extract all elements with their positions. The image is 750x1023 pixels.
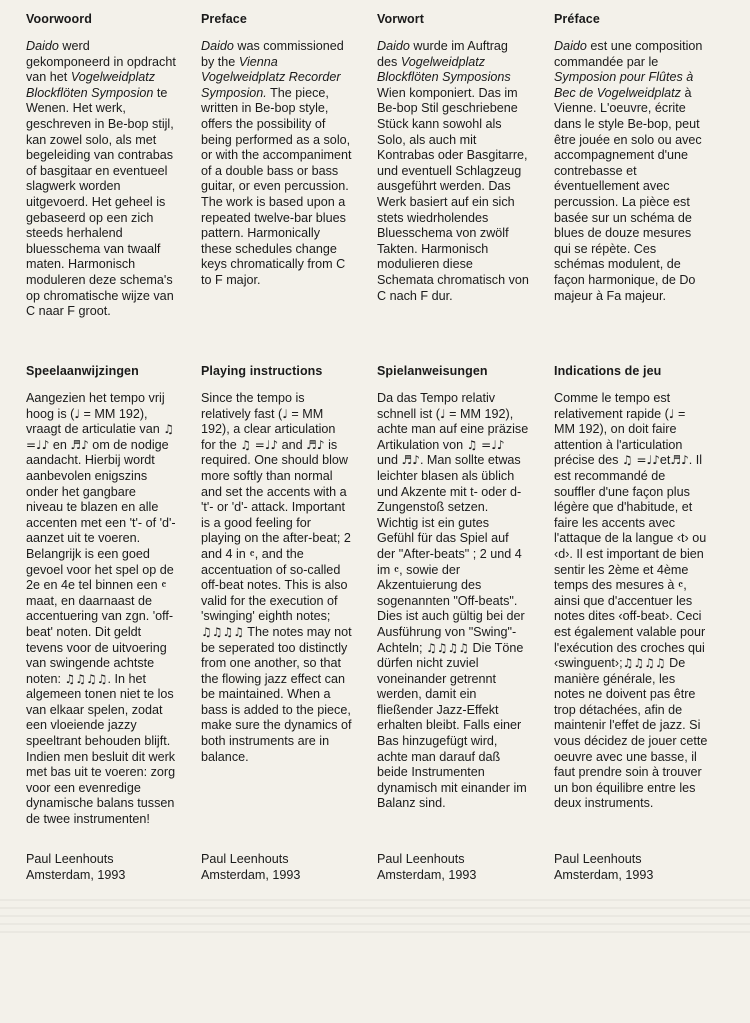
signature-place: Amsterdam, 1993: [554, 867, 654, 882]
signature-fr: [554, 852, 653, 883]
signature-place: Amsterdam, 1993: [26, 867, 126, 882]
quarter-note-icon: ♩: [282, 406, 288, 421]
instructions-de-text: Da das Tempo relativ schnell ist (♩ = MM 192), achte man auf eine präzise Artikulation von ♫ =♩♪ und ♬♪. Man sollte etwas leichter blasen als üblich und Akzente mit t- oder d- Zungenstoß setzen. Wichtig ist ein gutes Gefühl für das Spiel auf der "After-beats" ; 2 und 4 im 𝄴, sowie der Akzentuierung des sogenannten "Off-beats". Dies ist auch gültig bei der Ausführung von "Swing"-Achteln; ♫♫♫♫ Die Töne dürfen nicht zuviel voneinander getrennt werden, damit ein fließender Jazz-Effekt erhalten bleibt. Falls einer Bas hinzugefügt wird, achte man darauf daß beide Instrumenten dynamisch mit einander im Balanz sind.: [377, 391, 529, 811]
common-time-icon: 𝄴: [161, 578, 167, 593]
swing-eighths-icon: ♫♫♫♫: [426, 640, 470, 655]
preface-nl-heading: Voorwoord: [26, 12, 92, 26]
common-time-icon: 𝄴: [249, 546, 255, 561]
preface-fr-text: Daido est une composition commandée par le Symposion pour Flûtes à Bec de Vogelweidplatz à Vienne. L'oeuvre, écrite dans le style Be-bop, peut être jouée en solo ou avec accompagnement d'une contrebasse et éventuellement avec percussion. La pièce est basée sur un schéma de blues de douze mesures qui se répète. Ces schémas modulent, de façon harmonique, de Do majeur à Fa majeur.: [554, 39, 703, 303]
instructions-fr-heading: Indications de jeu: [554, 364, 662, 378]
quarter-note-icon: ♩: [668, 406, 675, 421]
preface-en-text: Daido was commissioned by the Vienna Vogelweidplatz Recorder Symposion. The piece, written in Be-bop style, offers the possibility of being performed as a solo, or with the accompaniment of a double bass or bass guitar, or even percussion. The work is based upon a repeated twelve-bar blues pattern. Harmonically these schedules change keys chromatically from C to F major.: [201, 39, 352, 287]
quarter-note-icon: ♩: [440, 406, 446, 421]
instructions-row: [0, 364, 750, 828]
instructions-fr: [529, 364, 709, 828]
instructions-en: [176, 364, 352, 828]
instructions-en-heading: Playing instructions: [201, 364, 323, 378]
faint-staff-background: [0, 880, 750, 1000]
signature-name: Paul Leenhouts: [377, 852, 465, 866]
preface-de-text: Daido wurde im Auftrag des Vogelweidplatz Blockflöten Symposions Wien komponiert. Das im Be-bop Stil geschriebene Stück kann sowohl als Solo, als auch mit Kontrabas oder Basgitarre, und eventuell Schlagzeug ausgeführt werden. Das Werk basiert auf ein sich stets wiedrholendes Bluesschema von zwölf Takten. Harmonisch modulieren diese Schemata chromatisch von C nach F dur.: [377, 39, 529, 303]
preface-row: [0, 12, 750, 320]
triplet-icon: ♬♪: [670, 453, 689, 468]
eighth-pair-icon: ♫ =♩♪: [621, 453, 660, 468]
swing-eighths-icon: ♫♫♫♫: [201, 624, 245, 639]
signature-name: Paul Leenhouts: [554, 852, 642, 866]
instructions-de-heading: Spielanweisungen: [377, 364, 488, 378]
instructions-nl-heading: Speelaanwijzingen: [26, 364, 139, 378]
eighth-pair-icon: ♫ =♩♪: [240, 437, 279, 452]
preface-de-heading: Vorwort: [377, 12, 424, 26]
signature-place: Amsterdam, 1993: [201, 867, 301, 882]
signature-de: [377, 852, 476, 883]
eighth-pair-icon: ♫ =♩♪: [466, 437, 505, 452]
signature-name: Paul Leenhouts: [201, 852, 289, 866]
preface-nl: [0, 12, 176, 320]
eighth-pair-icon: ♫ =♩♪: [26, 422, 174, 452]
common-time-icon: 𝄴: [677, 578, 684, 593]
preface-fr-heading: Préface: [554, 12, 600, 26]
preface-fr: [529, 12, 709, 320]
swing-eighths-icon: ♫♫♫♫: [622, 656, 666, 671]
signature-en: [201, 852, 300, 883]
triplet-icon: ♬♪: [401, 453, 420, 468]
instructions-fr-text: Comme le tempo est relativement rapide (♩ = MM 192), on doit faire attention à l'articulation précise des ♫ =♩♪et♬♪. Il est recommandé de souffler d'une façon plus légère que d'habitude, et faire les accents avec l'attaque de la langue ‹t› ou ‹d›. Il est important de bien sentir les 2ème et 4ème temps des mesures à 𝄴, ainsi que d'accentuer les notes dites ‹off-beat›. Ceci est également valable pour l'exécution des croches qui ‹swinguent›;♫♫♫♫ De manière générale, les notes ne doivent pas être trop détachées, afin de maintenir l'effet de jazz. Si vous décidez de jouer cette oeuvre avec une basse, il faut prendre soin à trouver un bon équilibre entre les deux instruments.: [554, 391, 708, 811]
preface-de: [352, 12, 529, 320]
instructions-en-text: Since the tempo is relatively fast (♩ = MM 192), a clear articulation for the ♫ =♩♪ and ♬♪ is required. One should blow more softly than normal and set the accents with a 't'- or 'd'- attack. Important is a good feeling for playing on the after-beat; 2 and 4 in 𝄴, and the accentuation of so-called off-beat notes. This is also valid for the execution of 'swinging' eighth notes; ♫♫♫♫ The notes may not be seperated too distinctly from one another, so that the flowing jazz effect can be maintained. When a bass is added to the piece, make sure the dynamics of both instruments are in balance.: [201, 391, 352, 764]
signature-nl: [26, 852, 125, 883]
swing-eighths-icon: ♫♫♫♫: [64, 671, 108, 686]
quarter-note-icon: ♩: [74, 406, 80, 421]
signature-name: Paul Leenhouts: [26, 852, 114, 866]
preface-en-heading: Preface: [201, 12, 247, 26]
instructions-nl-text: Aangezien het tempo vrij hoog is (♩ = MM 192), vraagt de articulatie van ♫ =♩♪ en ♬♪ om de nodige aandacht. Hierbij wordt aanbevolen enigszins onder het gangbare niveau te blazen en alle accenten met een 't'- of 'd'- aanzet uit te voeren. Belangrijk is een goed gevoel voor het spel op de 2e en 4e tel binnen een 𝄴 maat, en daarnaast de accentuering van zgn. 'off-beat' noten. Dit geldt tevens voor de uitvoering van swingende achtste noten: ♫♫♫♫. In het algemeen tonen niet te los van elkaar spelen, zodat een vloeiende jazzy speeltrant behouden blijft. Indien men besluit dit werk met bas uit te voeren: zorg voor een evenredige dynamische balans tussen de twee instrumenten!: [26, 391, 176, 827]
preface-nl-text: Daido werd gekomponeerd in opdracht van het Vogelweidplatz Blockflöten Symposion te Wenen. Het werk, geschreven in Be-bop stijl, kan zowel solo, als met begeleiding van contrabas of basgitaar en eventueel slagwerk worden uitgevoerd. Het geheel is gebaseerd op een zich steeds herhalend bluesschema van twaalf maten. Harmonisch moduleren deze schema's op chromatische wijze van C naar F groot.: [26, 39, 176, 319]
instructions-nl: [0, 364, 176, 828]
instructions-de: [352, 364, 529, 828]
preface-en: [176, 12, 352, 320]
common-time-icon: 𝄴: [393, 562, 400, 577]
signature-place: Amsterdam, 1993: [377, 867, 477, 882]
triplet-icon: ♬♪: [306, 437, 325, 452]
triplet-icon: ♬♪: [70, 437, 89, 452]
